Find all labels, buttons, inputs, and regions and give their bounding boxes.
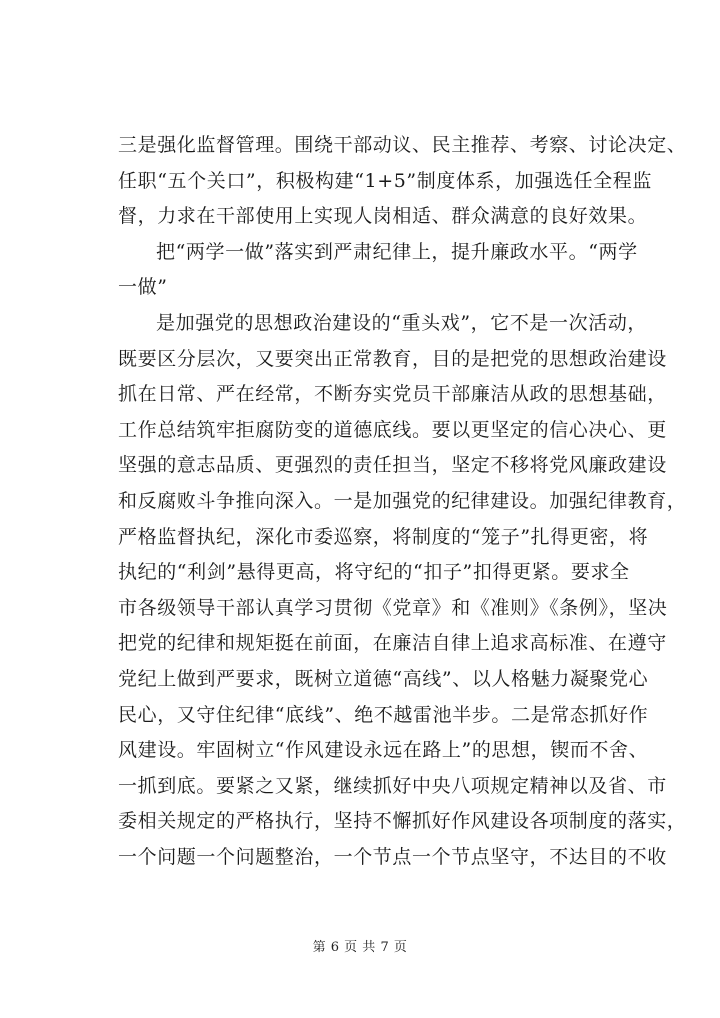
text-line: 市各级领导干部认真学习贯彻《党章》和《准则》《条例》，坚决 [118,596,668,619]
text-line: 和反腐败斗争推向深入。一是加强党的纪律建设。加强纪律教育， [118,489,687,512]
text-line: 民心，又守住纪律“底线”、绝不越雷池半步。二是常态抓好作 [118,703,649,726]
text-line: 督，力求在干部使用上实现人岗相适、群众满意的良好效果。 [118,205,648,228]
text-line: 风建设。牢固树立“作风建设永远在路上”的思想，锲而不舍、 [118,739,649,762]
text-line: 三是强化监督管理。围绕干部动议、民主推荐、考察、讨论决定、 [118,134,687,156]
text-line: 一抓到底。要紧之又紧，继续抓好中央八项规定精神以及省、市 [118,774,667,797]
text-line: 坚强的意志品质、更强烈的责任担当，坚定不移将党风廉政建设 [118,454,667,477]
text-line: 委相关规定的严格执行，坚持不懈抓好作风建设各项制度的落实， [118,810,687,833]
text-line: 执纪的“利剑”悬得更高，将守纪的“扣子”扣得更紧。要求全 [118,561,630,584]
text-line: 一做” [118,276,168,299]
text-line: 既要区分层次，又要突出正常教育，目的是把党的思想政治建设 [118,347,667,370]
text-line: 党纪上做到严要求，既树立道德“高线”、以人格魅力凝聚党心 [118,667,649,690]
text-line: 是加强党的思想政治建设的“重头戏”，它不是一次活动， [156,311,648,334]
text-line: 把“两学一做”落实到严肃纪律上，提升廉政水平。“两学 [156,240,638,263]
text-line: 严格监督执纪，深化市委巡察，将制度的“笼子”扎得更密，将 [118,525,649,548]
text-line: 任职“五个关口”，积极构建“1+5”制度体系，加强选任全程监 [118,169,652,192]
text-line: 工作总结筑牢拒腐防变的道德底线。要以更坚定的信心决心、更 [118,418,667,441]
page-number-footer: 第 6 页 共 7 页 [312,940,408,955]
body-text [118,128,687,875]
text-line: 一个问题一个问题整治，一个节点一个节点坚守，不达目的不收 [118,845,667,868]
text-line: 抓在日常、严在经常，不断夯实党员干部廉洁从政的思想基础， [118,383,667,406]
text-line: 把党的纪律和规矩挺在前面，在廉洁自律上追求高标准、在遵守 [118,632,667,655]
